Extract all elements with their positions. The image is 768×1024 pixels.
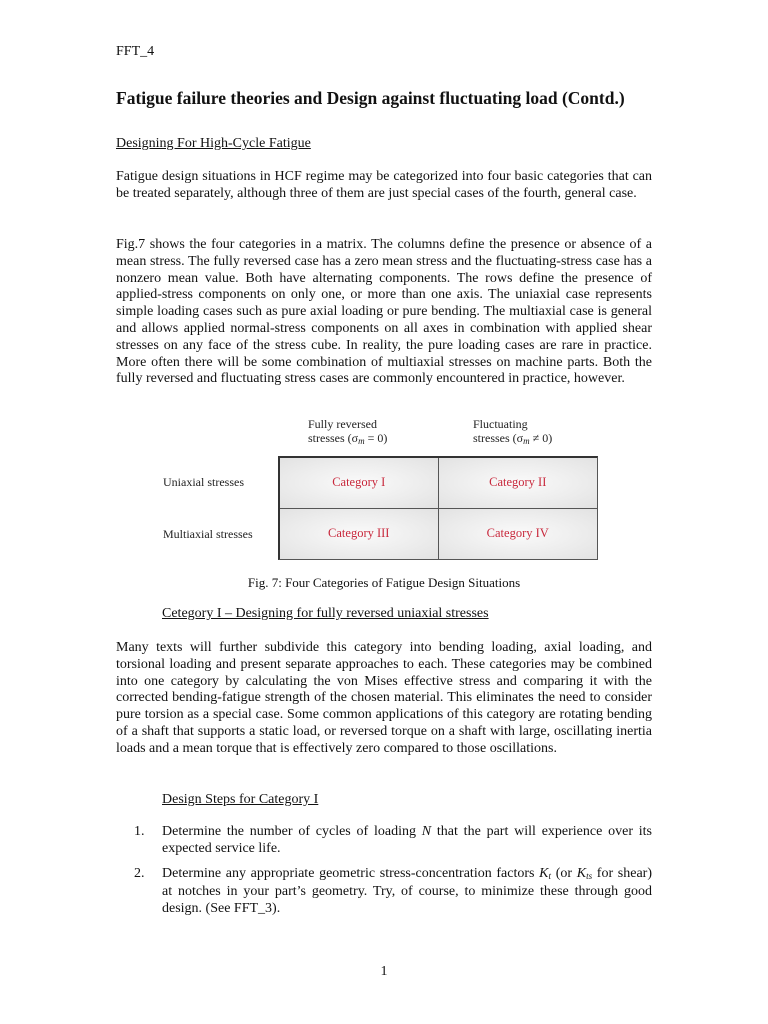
column-header-fully-reversed [308,417,387,448]
column-header-line2: stresses $(\sigma_m = 0)$ [308,431,388,446]
document-id: FFT_4 [116,44,155,59]
row-header-multiaxial: Multiaxial stresses [163,527,253,541]
design-steps-list [134,824,652,926]
section-heading-category-1: Cetegory I – Designing for fully reversed uniaxial stresses [162,606,489,621]
paragraph-category-1: Many texts will further subdivide this category into bending loading, axial loading, and torsional loading and present separate approaches to each. These categories may be combined into one category by calculating the von Mises effective stress and comparing it with the corrected bending-fatigue strength of the chosen material. This eliminates the need to consider pure torsion as a special case. Some common applications of this category are rotating bending of a shaft that supports a static load, or reversed torque on a shaft with large, oscillating inertia loads and a mean torque that is effectively zero compared to those oscillations. [116,640,652,756]
column-header-line2: stresses $(\sigma_m \ne 0)$ [473,431,553,446]
cell-category-1: Category I [280,458,439,509]
design-steps-heading: Design Steps for Category I [162,792,319,807]
column-header-line1: Fully reversed [308,417,377,431]
cell-category-3: Category III [280,509,439,560]
cell-category-2: Category II [439,458,598,509]
paragraph-intro: Fatigue design situations in HCF regime may be categorized into four basic categories that can be treated separately, although three of them are just special cases of the fourth, general case. [116,169,652,201]
list-item-number: 1. [134,824,145,839]
page-title: Fatigue failure theories and Design against fluctuating load (Contd.) [116,88,625,108]
column-header-line1: Fluctuating [473,417,528,431]
list-item [134,824,652,858]
list-item-text: Determine the number of cycles of loading N that the part will experience over its expected service life. [162,824,652,856]
row-header-uniaxial: Uniaxial stresses [163,475,244,489]
list-item [134,866,652,918]
category-matrix-grid [278,456,598,560]
paragraph-matrix-description: Fig.7 shows the four categories in a matrix. The columns define the presence or absence of a mean stress. The fully reversed case has a zero mean stress and the fluctuating-stress case has a nonzero mean value. Both have alternating components. The rows define the presence of applied-stress components on only one, or more than one axis. The uniaxial case represents simple loading cases such as pure axial loading or pure bending. The multiaxial case is general and allows applied normal-stress components on all axes in combination with applied shear stresses on any face of the stress cube. In reality, the pure loading cases are rare in practice. More often there will be some combination of multiaxial stresses on machine parts. Both the fully reversed and fluctuating stress cases are commonly encountered in practice, however. [116,237,652,387]
list-item-text: Determine any appropriate geometric stress-concentration factors $K_t$ (or $K_{ts}$ for shear) at notches in your part’s geometry. Try, of course, to minimize these through good design. (See FFT_3). [162,865,652,917]
column-header-fluctuating [473,417,552,448]
section-heading-hcf: Designing For High-Cycle Fatigue [116,136,311,151]
figure-caption: Fig. 7: Four Categories of Fatigue Design Situations [247,575,521,590]
list-item-number: 2. [134,865,145,881]
page-number: 1 [380,964,388,979]
cell-category-4: Category IV [439,509,598,560]
